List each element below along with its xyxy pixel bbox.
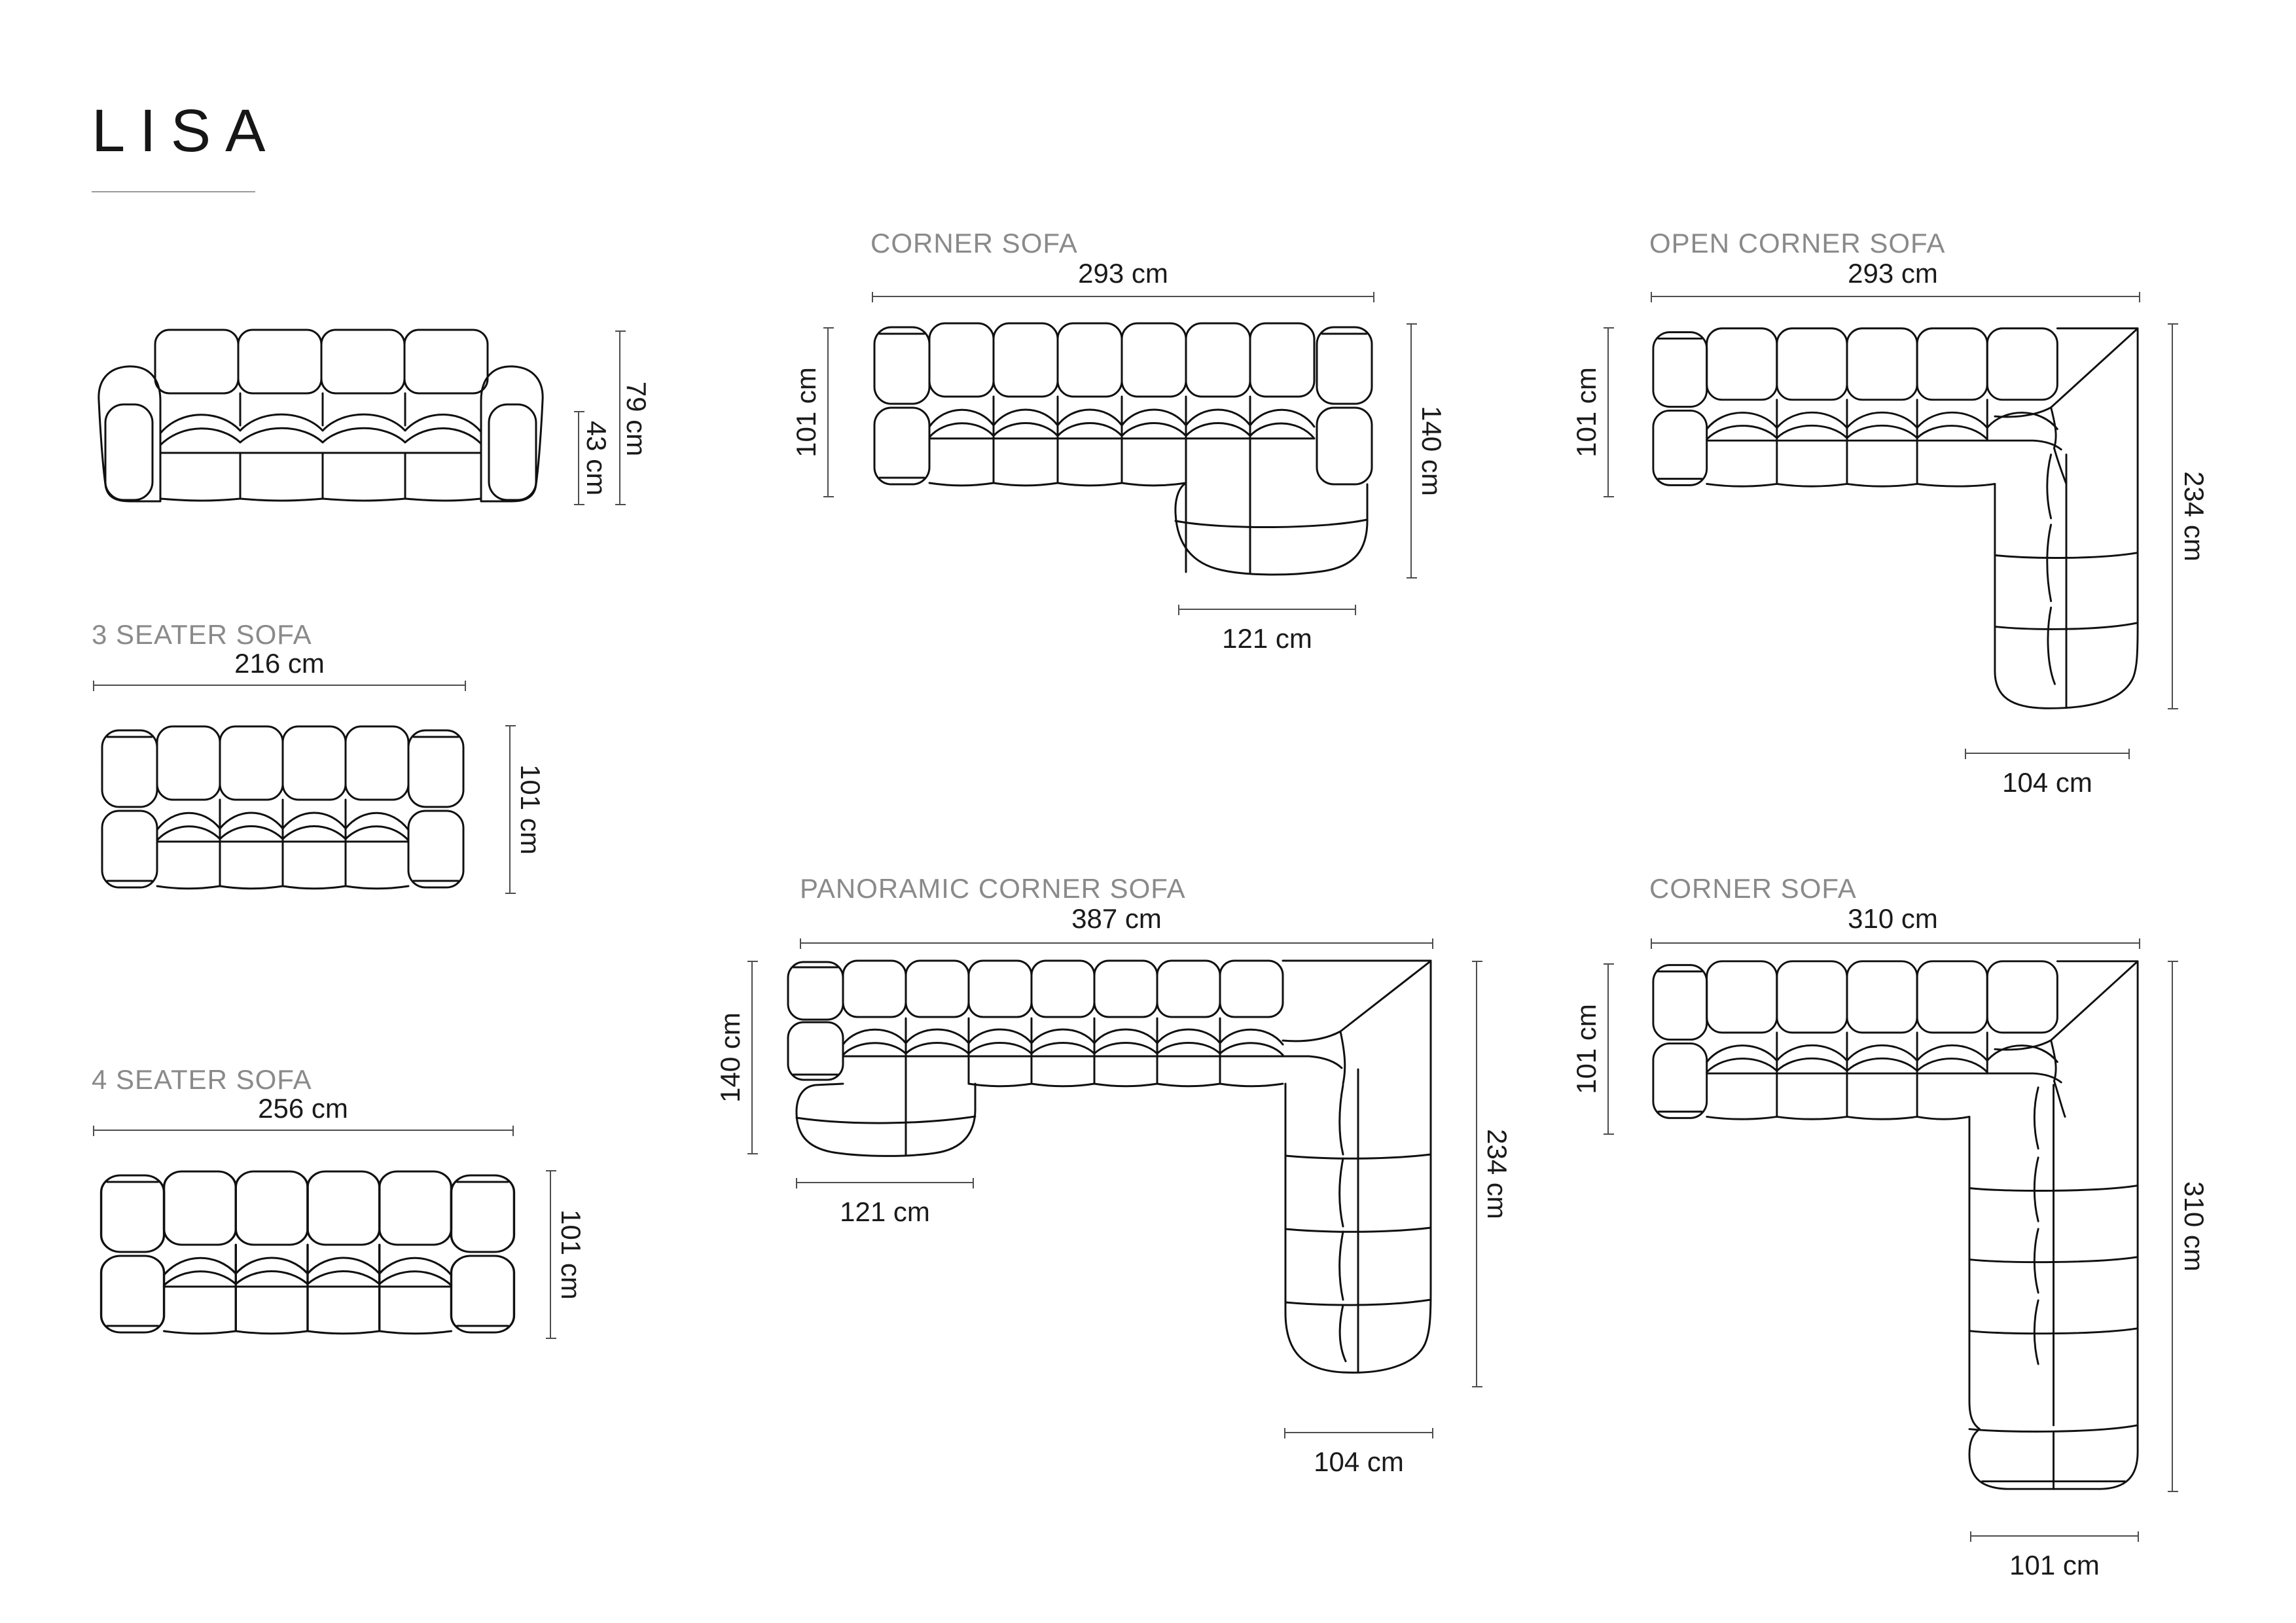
corner-sofa-large-drawing bbox=[1651, 959, 2140, 1491]
dim-label-corner-width: 293 cm bbox=[1078, 258, 1168, 289]
section-label-corner-sofa: CORNER SOFA bbox=[870, 228, 1078, 259]
dim-line-open-corner-right-width bbox=[1965, 753, 2130, 754]
section-label-three-seater: 3 SEATER SOFA bbox=[92, 619, 312, 650]
dim-line-panoramic-right-depth bbox=[1476, 961, 1477, 1387]
left-armrest bbox=[1653, 332, 1707, 486]
corner-module bbox=[1283, 961, 1431, 1084]
dim-line-open-corner-depth bbox=[1607, 327, 1609, 497]
dim-line-panoramic-left-depth bbox=[751, 961, 753, 1154]
seat-cushions bbox=[1707, 400, 2062, 486]
dim-line-corner-large-depth bbox=[1607, 963, 1609, 1135]
dim-label-panoramic-chaise-width: 121 cm bbox=[840, 1196, 930, 1227]
dim-label-corner-chaise-width: 121 cm bbox=[1222, 623, 1312, 654]
left-chaise-module bbox=[797, 1018, 975, 1156]
section-label-four-seater: 4 SEATER SOFA bbox=[92, 1064, 312, 1095]
dim-label-corner-large-right-width: 101 cm bbox=[2009, 1550, 2100, 1580]
dim-line-open-corner-right-depth bbox=[2172, 323, 2173, 709]
dim-line-panoramic-width bbox=[800, 942, 1433, 944]
left-armrest bbox=[874, 327, 929, 484]
dim-label-corner-large-width: 310 cm bbox=[1848, 903, 1938, 934]
dim-line-corner-large-right-depth bbox=[2172, 961, 2173, 1492]
right-armrest bbox=[1317, 327, 1372, 484]
dim-line-corner-width bbox=[872, 296, 1374, 297]
dim-label-open-corner-right-width: 104 cm bbox=[2002, 767, 2092, 798]
right-section-module bbox=[1995, 330, 2138, 709]
left-armrest bbox=[1653, 965, 1707, 1118]
section-label-panoramic: PANORAMIC CORNER SOFA bbox=[800, 873, 1186, 904]
dim-label-panoramic-width: 387 cm bbox=[1071, 903, 1162, 934]
right-section-module bbox=[1969, 963, 2138, 1489]
dim-line-corner-depth bbox=[827, 327, 829, 497]
dim-line-four-seater-width bbox=[93, 1130, 514, 1131]
dim-label-three-seater-width: 216 cm bbox=[234, 648, 325, 679]
dim-line-corner-large-width bbox=[1651, 942, 2140, 944]
dim-label-corner-large-depth: 101 cm bbox=[1571, 1004, 1602, 1094]
corner-sofa-drawing bbox=[872, 322, 1374, 577]
dim-label-open-corner-depth: 101 cm bbox=[1571, 367, 1602, 457]
dim-label-corner-large-right-depth: 310 cm bbox=[2179, 1181, 2210, 1272]
dim-label-corner-depth: 101 cm bbox=[791, 367, 821, 457]
dim-label-total-height: 79 cm bbox=[621, 381, 652, 457]
seat-cushions bbox=[1707, 1033, 2062, 1119]
dim-label-open-corner-width: 293 cm bbox=[1848, 258, 1938, 289]
brand-rule bbox=[92, 191, 255, 192]
corner-module bbox=[1995, 961, 2138, 1117]
dim-label-seat-height: 43 cm bbox=[581, 420, 612, 496]
dim-line-corner-right-depth bbox=[1410, 323, 1412, 579]
left-armrest bbox=[788, 962, 843, 1080]
dim-line-three-seater-width bbox=[93, 685, 466, 686]
dim-line-seat-height bbox=[578, 411, 579, 505]
section-label-corner-large: CORNER SOFA bbox=[1649, 873, 1857, 904]
chaise-module bbox=[1175, 397, 1367, 575]
seat-cushions bbox=[929, 397, 1314, 486]
right-section-module bbox=[1285, 961, 1431, 1372]
dim-line-panoramic-chaise-width bbox=[796, 1182, 974, 1183]
dim-label-panoramic-right-width: 104 cm bbox=[1314, 1446, 1404, 1477]
front-view-sofa-drawing bbox=[95, 327, 547, 505]
four-seater-top-view-drawing bbox=[98, 1170, 517, 1338]
dim-label-three-seater-depth: 101 cm bbox=[515, 764, 546, 855]
backrest-cushions bbox=[157, 726, 408, 800]
dim-line-panoramic-right-width bbox=[1284, 1432, 1433, 1433]
backrest-cushions bbox=[1707, 961, 2058, 1033]
panoramic-corner-sofa-drawing bbox=[785, 959, 1433, 1386]
dim-label-four-seater-width: 256 cm bbox=[258, 1093, 348, 1124]
backrest-cushions bbox=[1707, 329, 2058, 400]
backrest-cushions bbox=[929, 323, 1314, 397]
left-armrest bbox=[102, 730, 157, 887]
seat-cushions bbox=[160, 393, 481, 501]
dim-line-open-corner-width bbox=[1651, 296, 2140, 297]
dim-line-corner-large-right-width bbox=[1970, 1535, 2139, 1537]
backrest-cushions bbox=[843, 961, 1283, 1017]
dim-line-corner-chaise-width bbox=[1178, 609, 1356, 610]
dim-label-panoramic-left-depth: 140 cm bbox=[715, 1012, 745, 1103]
seat-cushions bbox=[157, 800, 408, 889]
dim-line-four-seater-depth bbox=[550, 1170, 551, 1339]
dim-label-four-seater-depth: 101 cm bbox=[556, 1209, 586, 1300]
right-armrest bbox=[481, 366, 543, 501]
dim-line-three-seater-depth bbox=[509, 725, 511, 894]
dim-label-corner-right-depth: 140 cm bbox=[1416, 406, 1447, 496]
brand-title: LISA bbox=[92, 98, 280, 164]
backrest-cushions bbox=[155, 330, 488, 393]
seat-cushions bbox=[843, 1018, 1342, 1086]
dim-label-panoramic-right-depth: 234 cm bbox=[1482, 1129, 1513, 1219]
section-label-open-corner: OPEN CORNER SOFA bbox=[1649, 228, 1946, 259]
open-corner-sofa-drawing bbox=[1651, 322, 2140, 715]
dim-label-open-corner-right-depth: 234 cm bbox=[2179, 471, 2210, 562]
left-armrest bbox=[99, 366, 160, 501]
right-armrest bbox=[408, 730, 463, 887]
three-seater-top-view-drawing bbox=[99, 725, 466, 893]
